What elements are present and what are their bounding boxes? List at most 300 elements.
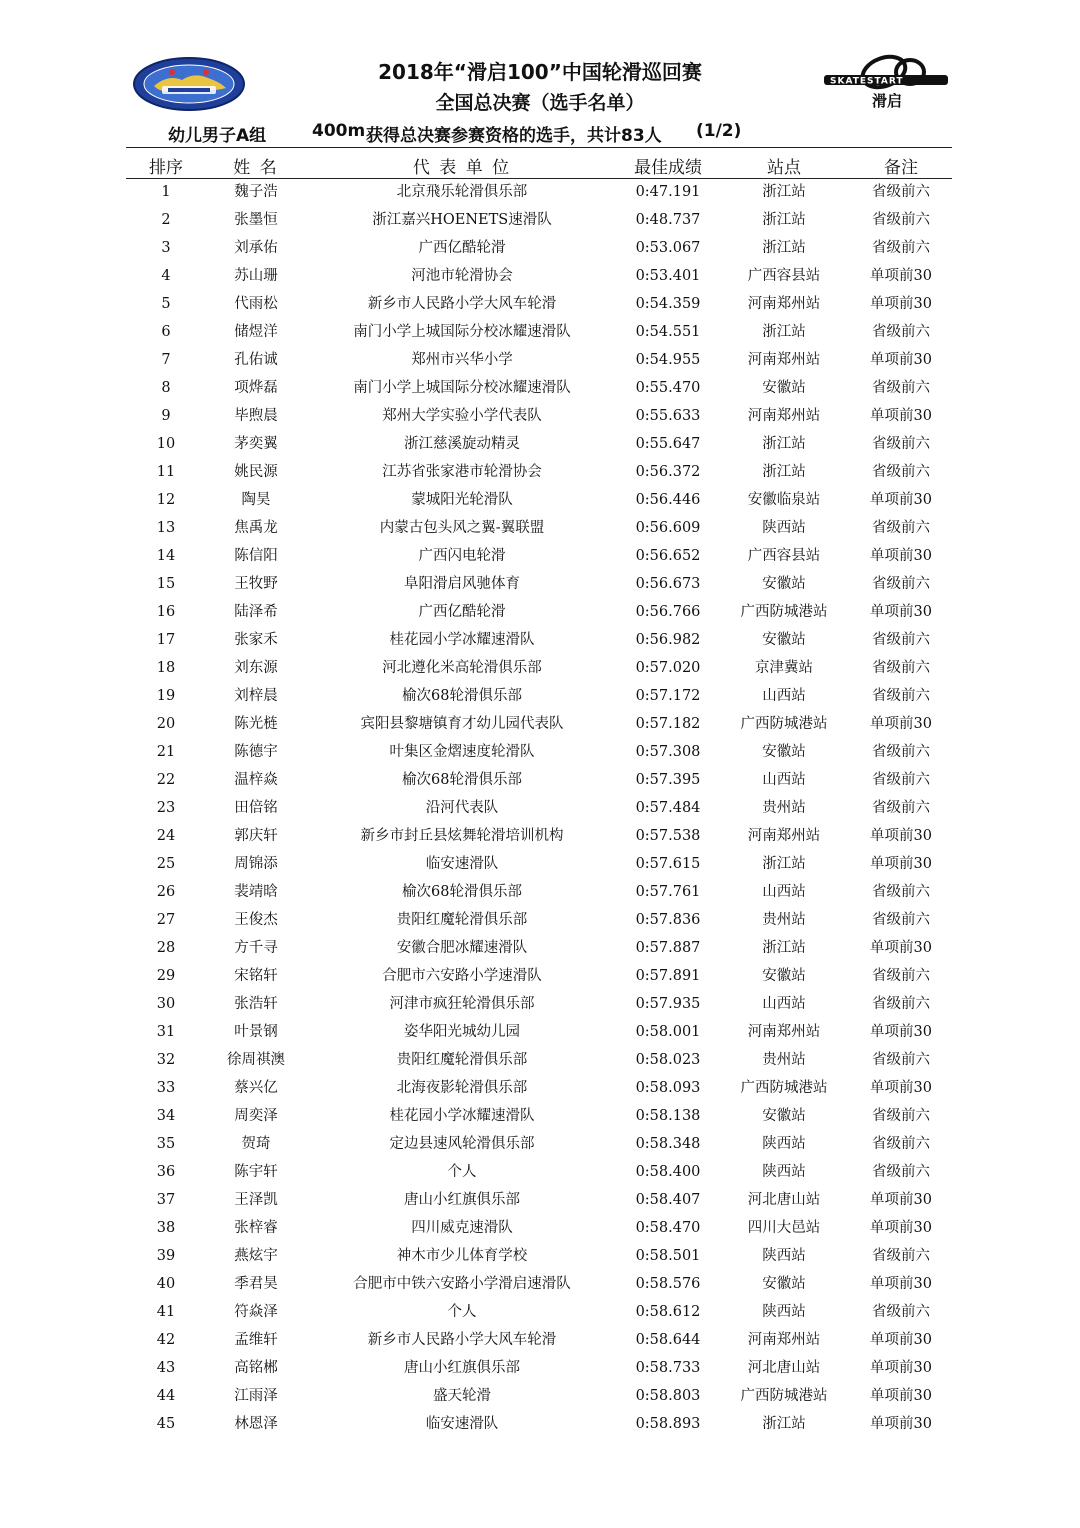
- table-row: [0, 850, 1080, 878]
- cell-rank: 31: [156, 1024, 176, 1040]
- cell-site: 山西站: [762, 884, 806, 900]
- cell-site: 河南郑州站: [747, 408, 821, 424]
- cell-site: 京津冀站: [755, 660, 813, 676]
- cell-time: 0:55.647: [635, 436, 701, 452]
- cell-time: 0:58.803: [635, 1388, 701, 1404]
- cell-team: 四川威克速滑队: [411, 1220, 513, 1236]
- cell-site: 浙江站: [762, 324, 806, 340]
- cell-time: 0:58.644: [635, 1332, 701, 1348]
- cell-site: 安徽站: [762, 968, 806, 984]
- cell-site: 浙江站: [762, 436, 806, 452]
- cell-rank: 42: [156, 1332, 176, 1348]
- cell-time: 0:57.308: [635, 744, 701, 760]
- table-row: [0, 1186, 1080, 1214]
- cell-rank: 26: [156, 884, 176, 900]
- cell-name: 王牧野: [234, 576, 278, 592]
- page-title: 2018年“滑启100”中国轮滑巡回赛: [378, 60, 702, 84]
- cell-team: 广西亿酷轮滑: [418, 604, 506, 620]
- table-row: [0, 654, 1080, 682]
- cell-name: 徐周祺澳: [227, 1052, 285, 1068]
- cell-note: 单项前30: [870, 1024, 932, 1040]
- cell-rank: 33: [156, 1080, 176, 1096]
- cell-team: 个人: [447, 1304, 477, 1320]
- cell-rank: 20: [156, 716, 176, 732]
- table-row: [0, 290, 1080, 318]
- distance-label: 400m: [312, 121, 366, 141]
- table-row: [0, 430, 1080, 458]
- cell-time: 0:56.652: [635, 548, 701, 564]
- table-row: [0, 1270, 1080, 1298]
- cell-rank: 23: [156, 800, 176, 816]
- cell-time: 0:58.501: [635, 1248, 701, 1264]
- cell-time: 0:57.172: [635, 688, 701, 704]
- cell-team: 南门小学上城国际分校冰耀速滑队: [353, 324, 571, 340]
- cell-rank: 4: [161, 268, 171, 284]
- cell-name: 田倍铭: [234, 800, 278, 816]
- table-row: [0, 374, 1080, 402]
- cell-rank: 28: [156, 940, 176, 956]
- table-row: [0, 234, 1080, 262]
- cell-name: 燕炫宇: [234, 1248, 278, 1264]
- cell-time: 0:53.067: [635, 240, 701, 256]
- cell-site: 广西防城港站: [740, 1388, 828, 1404]
- cell-time: 0:57.484: [635, 800, 701, 816]
- cell-note: 单项前30: [870, 1220, 932, 1236]
- cell-rank: 19: [156, 688, 176, 704]
- table-row: [0, 794, 1080, 822]
- cell-rank: 18: [156, 660, 176, 676]
- cell-time: 0:57.182: [635, 716, 701, 732]
- cell-team: 宾阳县黎塘镇育才幼儿园代表队: [360, 716, 564, 732]
- results-table: [0, 178, 1080, 1438]
- cell-time: 0:55.470: [635, 380, 701, 396]
- cell-name: 刘东源: [234, 660, 278, 676]
- cell-team: 安徽合肥冰耀速滑队: [396, 940, 528, 956]
- cell-time: 0:56.446: [635, 492, 701, 508]
- cell-rank: 34: [156, 1108, 176, 1124]
- cell-site: 浙江站: [762, 212, 806, 228]
- cell-team: 唐山小红旗俱乐部: [404, 1360, 520, 1376]
- cell-rank: 30: [156, 996, 176, 1012]
- cell-site: 贵州站: [762, 800, 806, 816]
- cell-time: 0:57.020: [635, 660, 701, 676]
- cell-team: 榆次68轮滑俱乐部: [402, 688, 522, 704]
- cell-team: 北海夜影轮滑俱乐部: [396, 1080, 528, 1096]
- cell-name: 孟维轩: [234, 1332, 278, 1348]
- qualify-text: 获得总决赛参赛资格的选手，共计83人: [366, 126, 662, 146]
- cell-team: 郑州市兴华小学: [411, 352, 513, 368]
- cell-team: 河池市轮滑协会: [411, 268, 513, 284]
- cell-rank: 22: [156, 772, 176, 788]
- cell-time: 0:55.633: [635, 408, 701, 424]
- table-row: [0, 346, 1080, 374]
- cell-note: 单项前30: [870, 828, 932, 844]
- cell-note: 单项前30: [870, 352, 932, 368]
- cell-rank: 44: [156, 1388, 176, 1404]
- cell-rank: 32: [156, 1052, 176, 1068]
- cell-rank: 43: [156, 1360, 176, 1376]
- cell-note: 单项前30: [870, 408, 932, 424]
- cell-name: 符焱泽: [234, 1304, 278, 1320]
- table-row: [0, 1158, 1080, 1186]
- cell-rank: 25: [156, 856, 176, 872]
- table-row: [0, 1130, 1080, 1158]
- cell-note: 省级前六: [872, 744, 930, 760]
- skatestart-chinese: 滑启: [872, 92, 903, 110]
- table-row: [0, 1102, 1080, 1130]
- cell-rank: 35: [156, 1136, 176, 1152]
- cell-note: 单项前30: [870, 940, 932, 956]
- cell-site: 浙江站: [762, 240, 806, 256]
- cell-team: 广西亿酷轮滑: [418, 240, 506, 256]
- col-name-header: 姓 名: [233, 158, 279, 178]
- cell-site: 陕西站: [762, 520, 806, 536]
- col-site-header: 站点: [767, 158, 801, 178]
- cell-team: 内蒙古包头风之翼-翼联盟: [379, 520, 545, 536]
- cell-name: 方千寻: [234, 940, 278, 956]
- cell-time: 0:57.615: [635, 856, 701, 872]
- table-row: [0, 626, 1080, 654]
- cell-team: 个人: [447, 1164, 477, 1180]
- cell-rank: 24: [156, 828, 176, 844]
- cell-rank: 15: [156, 576, 176, 592]
- cell-time: 0:58.576: [635, 1276, 701, 1292]
- cell-name: 贺琦: [241, 1136, 271, 1152]
- cell-site: 安徽站: [762, 576, 806, 592]
- cell-name: 陈光梿: [234, 716, 278, 732]
- cell-time: 0:56.372: [635, 464, 701, 480]
- table-row: [0, 262, 1080, 290]
- cell-site: 浙江站: [762, 940, 806, 956]
- table-row: [0, 486, 1080, 514]
- cell-note: 省级前六: [872, 520, 930, 536]
- cell-note: 省级前六: [872, 688, 930, 704]
- cell-note: 省级前六: [872, 632, 930, 648]
- cell-site: 河南郑州站: [747, 828, 821, 844]
- cell-rank: 36: [156, 1164, 176, 1180]
- cell-team: 浙江慈溪旋动精灵: [404, 436, 520, 452]
- cell-time: 0:57.538: [635, 828, 701, 844]
- cell-time: 0:54.551: [635, 324, 701, 340]
- cell-site: 山西站: [762, 996, 806, 1012]
- cell-site: 贵州站: [762, 1052, 806, 1068]
- table-row: [0, 962, 1080, 990]
- cell-name: 孔佑诚: [234, 352, 278, 368]
- cell-team: 河津市疯狂轮滑俱乐部: [389, 996, 535, 1012]
- cell-time: 0:58.400: [635, 1164, 701, 1180]
- cell-rank: 5: [161, 296, 171, 312]
- cell-name: 陶昊: [241, 492, 271, 508]
- cell-rank: 16: [156, 604, 176, 620]
- cell-team: 河北遵化米高轮滑俱乐部: [382, 660, 542, 676]
- cell-name: 江雨泽: [234, 1388, 278, 1404]
- cell-name: 项烨磊: [234, 380, 278, 396]
- cell-time: 0:54.359: [635, 296, 701, 312]
- table-row: [0, 934, 1080, 962]
- cell-team: 合肥市六安路小学速滑队: [382, 968, 542, 984]
- cell-rank: 38: [156, 1220, 176, 1236]
- cell-name: 张浩轩: [234, 996, 278, 1012]
- cell-site: 安徽站: [762, 744, 806, 760]
- table-row: [0, 766, 1080, 794]
- table-row: [0, 1214, 1080, 1242]
- table-row: [0, 318, 1080, 346]
- table-row: [0, 458, 1080, 486]
- cell-name: 张墨恒: [234, 212, 278, 228]
- cell-name: 季君昊: [234, 1276, 278, 1292]
- table-row: [0, 1354, 1080, 1382]
- cell-name: 叶景钢: [234, 1024, 278, 1040]
- cell-rank: 8: [161, 380, 171, 396]
- cell-name: 温梓焱: [234, 772, 278, 788]
- cell-site: 河南郑州站: [747, 1024, 821, 1040]
- skatestart-wordmark: SKATESTART: [830, 76, 904, 87]
- cell-team: 北京飛乐轮滑俱乐部: [396, 184, 528, 200]
- cell-team: 广西闪电轮滑: [418, 548, 506, 564]
- cell-note: 省级前六: [872, 800, 930, 816]
- cell-team: 姿华阳光城幼儿园: [404, 1024, 520, 1040]
- table-row: [0, 206, 1080, 234]
- cell-note: 单项前30: [870, 548, 932, 564]
- table-row: [0, 178, 1080, 206]
- cell-time: 0:54.955: [635, 352, 701, 368]
- table-row: [0, 1410, 1080, 1438]
- group-info: [0, 121, 1080, 146]
- cell-team: 阜阳滑启风驰体育: [404, 576, 520, 592]
- cell-team: 桂花园小学冰耀速滑队: [389, 1108, 535, 1124]
- cell-time: 0:58.733: [635, 1360, 701, 1376]
- cell-time: 0:58.138: [635, 1108, 701, 1124]
- cell-team: 临安速滑队: [425, 856, 499, 872]
- cell-name: 刘承佑: [234, 240, 278, 256]
- cell-time: 0:58.612: [635, 1304, 701, 1320]
- cell-team: 盛天轮滑: [433, 1388, 491, 1404]
- cell-team: 榆次68轮滑俱乐部: [402, 772, 522, 788]
- table-row: [0, 822, 1080, 850]
- cell-team: 江苏省张家港市轮滑协会: [382, 464, 542, 480]
- cell-name: 苏山珊: [234, 268, 278, 284]
- cell-rank: 14: [156, 548, 176, 564]
- cell-site: 安徽站: [762, 632, 806, 648]
- cell-time: 0:56.982: [635, 632, 701, 648]
- page-indicator: (1/2): [696, 121, 742, 141]
- cell-name: 周锦添: [234, 856, 278, 872]
- cell-note: 省级前六: [872, 1136, 930, 1152]
- cell-time: 0:58.348: [635, 1136, 701, 1152]
- cell-name: 毕煦晨: [234, 408, 278, 424]
- cell-team: 新乡市人民路小学大风车轮滑: [367, 1332, 557, 1348]
- cell-name: 陈宇轩: [234, 1164, 278, 1180]
- cell-rank: 21: [156, 744, 176, 760]
- cell-time: 0:57.891: [635, 968, 701, 984]
- cell-name: 张梓睿: [234, 1220, 278, 1236]
- page-subtitle: 全国总决赛（选手名单）: [435, 92, 645, 114]
- cell-rank: 11: [156, 464, 176, 480]
- cell-name: 林恩泽: [234, 1416, 278, 1432]
- col-note-header: 备注: [884, 158, 918, 178]
- cell-site: 安徽站: [762, 1276, 806, 1292]
- cell-site: 浙江站: [762, 464, 806, 480]
- cell-note: 省级前六: [872, 1304, 930, 1320]
- cell-team: 唐山小红旗俱乐部: [404, 1192, 520, 1208]
- cell-site: 广西容县站: [747, 548, 821, 564]
- table-row: [0, 1326, 1080, 1354]
- col-time-header: 最佳成绩: [634, 158, 702, 178]
- table-row: [0, 1242, 1080, 1270]
- cell-rank: 1: [161, 184, 171, 200]
- table-row: [0, 542, 1080, 570]
- cell-site: 广西防城港站: [740, 604, 828, 620]
- cell-name: 焦禹龙: [234, 520, 278, 536]
- cell-time: 0:58.093: [635, 1080, 701, 1096]
- cell-rank: 39: [156, 1248, 176, 1264]
- cell-note: 单项前30: [870, 492, 932, 508]
- cell-note: 省级前六: [872, 212, 930, 228]
- cell-site: 安徽站: [762, 1108, 806, 1124]
- cell-team: 榆次68轮滑俱乐部: [402, 884, 522, 900]
- cell-site: 陕西站: [762, 1164, 806, 1180]
- cell-time: 0:58.893: [635, 1416, 701, 1432]
- cell-name: 周奕泽: [234, 1108, 278, 1124]
- col-team-header: 代 表 单 位: [412, 158, 512, 178]
- cell-note: 省级前六: [872, 1108, 930, 1124]
- cell-time: 0:47.191: [635, 184, 701, 200]
- cell-name: 茅奕翼: [234, 436, 278, 452]
- cell-team: 新乡市人民路小学大风车轮滑: [367, 296, 557, 312]
- cell-time: 0:57.761: [635, 884, 701, 900]
- cell-name: 储煜洋: [234, 324, 278, 340]
- cell-site: 安徽站: [762, 380, 806, 396]
- cell-name: 张家禾: [234, 632, 278, 648]
- cell-name: 陆泽希: [234, 604, 278, 620]
- cell-time: 0:48.737: [635, 212, 701, 228]
- cell-time: 0:56.766: [635, 604, 701, 620]
- cell-note: 单项前30: [870, 296, 932, 312]
- cell-note: 省级前六: [872, 324, 930, 340]
- cell-name: 陈德宇: [234, 744, 278, 760]
- table-row: [0, 906, 1080, 934]
- cell-site: 河南郑州站: [747, 1332, 821, 1348]
- cell-note: 单项前30: [870, 1276, 932, 1292]
- cell-team: 神木市少儿体育学校: [396, 1248, 528, 1264]
- cell-site: 广西防城港站: [740, 1080, 828, 1096]
- cell-rank: 10: [156, 436, 176, 452]
- cell-note: 省级前六: [872, 660, 930, 676]
- cell-note: 单项前30: [870, 268, 932, 284]
- cell-rank: 2: [161, 212, 171, 228]
- cell-note: 单项前30: [870, 1080, 932, 1096]
- cell-rank: 9: [161, 408, 171, 424]
- cell-name: 郭庆轩: [234, 828, 278, 844]
- cell-name: 裴靖晗: [234, 884, 278, 900]
- cell-rank: 3: [161, 240, 171, 256]
- cell-team: 临安速滑队: [425, 1416, 499, 1432]
- cell-note: 单项前30: [870, 1388, 932, 1404]
- header-top-rule: [126, 147, 952, 148]
- table-row: [0, 1018, 1080, 1046]
- cell-rank: 6: [161, 324, 171, 340]
- cell-site: 浙江站: [762, 1416, 806, 1432]
- cell-team: 定边县速风轮滑俱乐部: [389, 1136, 535, 1152]
- cell-note: 省级前六: [872, 240, 930, 256]
- cell-rank: 17: [156, 632, 176, 648]
- cell-team: 郑州大学实验小学代表队: [382, 408, 542, 424]
- cell-team: 桂花园小学冰耀速滑队: [389, 632, 535, 648]
- cell-site: 广西容县站: [747, 268, 821, 284]
- cell-note: 省级前六: [872, 436, 930, 452]
- cell-note: 单项前30: [870, 1360, 932, 1376]
- cell-site: 四川大邑站: [747, 1220, 821, 1236]
- table-row: [0, 1298, 1080, 1326]
- cell-site: 安徽临泉站: [747, 492, 821, 508]
- cell-team: 合肥市中铁六安路小学滑启速滑队: [353, 1276, 571, 1292]
- cell-rank: 12: [156, 492, 176, 508]
- cell-site: 陕西站: [762, 1248, 806, 1264]
- cell-name: 魏子浩: [234, 184, 278, 200]
- cell-time: 0:58.407: [635, 1192, 701, 1208]
- cell-name: 代雨松: [234, 296, 278, 312]
- cell-note: 省级前六: [872, 996, 930, 1012]
- cell-note: 单项前30: [870, 856, 932, 872]
- cell-time: 0:57.935: [635, 996, 701, 1012]
- cell-time: 0:58.023: [635, 1052, 701, 1068]
- cell-site: 河南郑州站: [747, 296, 821, 312]
- cell-time: 0:57.395: [635, 772, 701, 788]
- cell-name: 王俊杰: [234, 912, 278, 928]
- col-rank-header: 排序: [149, 158, 183, 178]
- cell-time: 0:58.470: [635, 1220, 701, 1236]
- cell-note: 省级前六: [872, 464, 930, 480]
- cell-site: 河北唐山站: [747, 1360, 821, 1376]
- cell-site: 河北唐山站: [747, 1192, 821, 1208]
- cell-note: 省级前六: [872, 576, 930, 592]
- cell-team: 贵阳红魔轮滑俱乐部: [396, 912, 528, 928]
- cell-site: 陕西站: [762, 1136, 806, 1152]
- cell-note: 省级前六: [872, 912, 930, 928]
- cell-rank: 45: [156, 1416, 176, 1432]
- cell-note: 省级前六: [872, 184, 930, 200]
- cell-team: 新乡市封丘县炫舞轮滑培训机构: [360, 828, 564, 844]
- cell-rank: 37: [156, 1192, 176, 1208]
- cell-name: 蔡兴亿: [234, 1080, 278, 1096]
- cell-note: 单项前30: [870, 604, 932, 620]
- group-label: 幼儿男子A组: [168, 126, 267, 146]
- table-row: [0, 990, 1080, 1018]
- cell-site: 贵州站: [762, 912, 806, 928]
- cell-name: 刘梓晨: [234, 688, 278, 704]
- cell-time: 0:56.673: [635, 576, 701, 592]
- table-row: [0, 1074, 1080, 1102]
- cell-name: 姚民源: [234, 464, 278, 480]
- table-row: [0, 570, 1080, 598]
- cell-note: 省级前六: [872, 380, 930, 396]
- cell-site: 陕西站: [762, 1304, 806, 1320]
- cell-note: 省级前六: [872, 968, 930, 984]
- table-row: [0, 738, 1080, 766]
- cell-rank: 41: [156, 1304, 176, 1320]
- cell-name: 高铭郴: [234, 1360, 278, 1376]
- cell-note: 省级前六: [872, 772, 930, 788]
- cell-note: 省级前六: [872, 1248, 930, 1264]
- cell-note: 单项前30: [870, 1416, 932, 1432]
- cell-site: 浙江站: [762, 856, 806, 872]
- table-row: [0, 710, 1080, 738]
- table-row: [0, 598, 1080, 626]
- cell-note: 省级前六: [872, 884, 930, 900]
- cell-site: 山西站: [762, 688, 806, 704]
- cell-team: 南门小学上城国际分校冰耀速滑队: [353, 380, 571, 396]
- cell-site: 山西站: [762, 772, 806, 788]
